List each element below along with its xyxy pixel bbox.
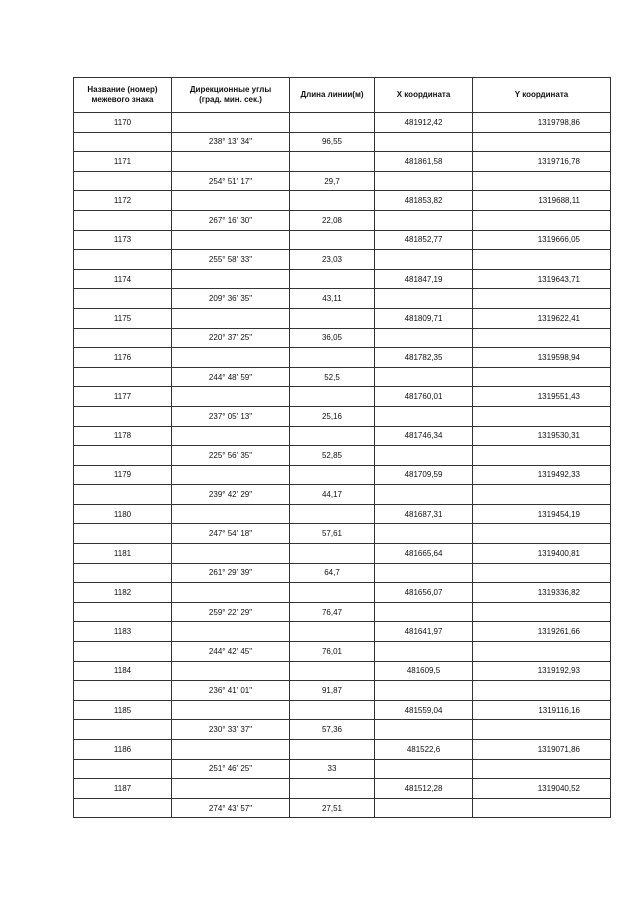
- point-x-coordinate: 481641,97: [375, 622, 473, 642]
- point-row: [74, 544, 611, 564]
- point-y-coordinate: 1319598,94: [473, 348, 611, 368]
- point-row: [74, 583, 611, 603]
- segment-row: [74, 446, 611, 466]
- segment-empty-name: [74, 171, 172, 191]
- segment-empty-y: [473, 250, 611, 270]
- point-y-coordinate: 1319400,81: [473, 544, 611, 564]
- point-y-coordinate: 1319261,66: [473, 622, 611, 642]
- point-name: 1180: [74, 504, 172, 524]
- point-x-coordinate: 481522,6: [375, 740, 473, 760]
- segment-empty-y: [473, 328, 611, 348]
- point-empty-angle: [172, 740, 290, 760]
- point-name: 1183: [74, 622, 172, 642]
- point-empty-angle: [172, 622, 290, 642]
- point-empty-angle: [172, 544, 290, 564]
- point-name: 1182: [74, 583, 172, 603]
- segment-line-length: 43,11: [290, 289, 375, 309]
- segment-direction-angle: 255° 58' 33": [172, 250, 290, 270]
- segment-line-length: 44,17: [290, 485, 375, 505]
- point-y-coordinate: 1319040,52: [473, 779, 611, 799]
- point-row: [74, 661, 611, 681]
- point-empty-length: [290, 661, 375, 681]
- segment-empty-y: [473, 132, 611, 152]
- point-empty-angle: [172, 348, 290, 368]
- point-empty-angle: [172, 387, 290, 407]
- segment-empty-name: [74, 210, 172, 230]
- point-empty-angle: [172, 269, 290, 289]
- point-y-coordinate: 1319492,33: [473, 465, 611, 485]
- segment-line-length: 96,55: [290, 132, 375, 152]
- segment-empty-name: [74, 524, 172, 544]
- segment-empty-name: [74, 132, 172, 152]
- segment-line-length: 29,7: [290, 171, 375, 191]
- point-x-coordinate: 481687,31: [375, 504, 473, 524]
- table-header: [74, 78, 611, 113]
- segment-empty-x: [375, 250, 473, 270]
- segment-empty-x: [375, 328, 473, 348]
- point-empty-angle: [172, 426, 290, 446]
- point-row: [74, 779, 611, 799]
- point-empty-angle: [172, 779, 290, 799]
- segment-direction-angle: 220° 37' 25": [172, 328, 290, 348]
- segment-direction-angle: 209° 36' 35": [172, 289, 290, 309]
- segment-row: [74, 602, 611, 622]
- point-empty-angle: [172, 191, 290, 211]
- point-name: 1177: [74, 387, 172, 407]
- point-row: [74, 191, 611, 211]
- segment-row: [74, 642, 611, 662]
- segment-empty-name: [74, 720, 172, 740]
- point-name: 1186: [74, 740, 172, 760]
- point-x-coordinate: 481656,07: [375, 583, 473, 603]
- point-name: 1171: [74, 152, 172, 172]
- segment-line-length: 64,7: [290, 563, 375, 583]
- header-row: [74, 78, 611, 113]
- segment-line-length: 33: [290, 759, 375, 779]
- point-empty-length: [290, 387, 375, 407]
- point-empty-length: [290, 583, 375, 603]
- point-row: [74, 113, 611, 133]
- point-empty-angle: [172, 583, 290, 603]
- point-y-coordinate: 1319798,86: [473, 113, 611, 133]
- segment-empty-x: [375, 524, 473, 544]
- segment-empty-x: [375, 210, 473, 230]
- segment-line-length: 76,01: [290, 642, 375, 662]
- segment-direction-angle: 230° 33' 37": [172, 720, 290, 740]
- segment-empty-y: [473, 602, 611, 622]
- segment-empty-name: [74, 446, 172, 466]
- segment-direction-angle: 267° 16' 30": [172, 210, 290, 230]
- segment-empty-y: [473, 367, 611, 387]
- segment-empty-x: [375, 798, 473, 818]
- segment-line-length: 27,51: [290, 798, 375, 818]
- segment-row: [74, 367, 611, 387]
- point-empty-length: [290, 191, 375, 211]
- segment-empty-x: [375, 289, 473, 309]
- point-x-coordinate: 481782,35: [375, 348, 473, 368]
- segment-row: [74, 210, 611, 230]
- segment-empty-y: [473, 642, 611, 662]
- point-row: [74, 700, 611, 720]
- segment-empty-name: [74, 759, 172, 779]
- point-empty-length: [290, 426, 375, 446]
- segment-empty-y: [473, 563, 611, 583]
- segment-empty-y: [473, 524, 611, 544]
- point-y-coordinate: 1319336,82: [473, 583, 611, 603]
- segment-empty-x: [375, 406, 473, 426]
- point-empty-angle: [172, 113, 290, 133]
- point-empty-length: [290, 504, 375, 524]
- point-x-coordinate: 481852,77: [375, 230, 473, 250]
- point-row: [74, 348, 611, 368]
- point-y-coordinate: 1319192,93: [473, 661, 611, 681]
- point-name: 1173: [74, 230, 172, 250]
- point-empty-angle: [172, 308, 290, 328]
- segment-direction-angle: 261° 29' 39": [172, 563, 290, 583]
- segment-row: [74, 798, 611, 818]
- segment-line-length: 25,16: [290, 406, 375, 426]
- header-point-name: [74, 78, 172, 113]
- point-x-coordinate: 481609,5: [375, 661, 473, 681]
- segment-empty-x: [375, 602, 473, 622]
- coordinates-table: [73, 77, 611, 818]
- point-y-coordinate: 1319454,19: [473, 504, 611, 524]
- segment-empty-name: [74, 367, 172, 387]
- segment-direction-angle: 274° 43' 57": [172, 798, 290, 818]
- segment-direction-angle: 238° 13' 34": [172, 132, 290, 152]
- point-name: 1181: [74, 544, 172, 564]
- segment-line-length: 57,36: [290, 720, 375, 740]
- point-name: 1187: [74, 779, 172, 799]
- point-empty-angle: [172, 465, 290, 485]
- segment-line-length: 36,05: [290, 328, 375, 348]
- point-empty-length: [290, 113, 375, 133]
- segment-empty-y: [473, 289, 611, 309]
- segment-row: [74, 759, 611, 779]
- segment-empty-name: [74, 642, 172, 662]
- point-y-coordinate: 1319622,41: [473, 308, 611, 328]
- segment-line-length: 23,03: [290, 250, 375, 270]
- segment-empty-name: [74, 798, 172, 818]
- segment-empty-name: [74, 485, 172, 505]
- segment-direction-angle: 247° 54' 18": [172, 524, 290, 544]
- segment-direction-angle: 244° 48' 59": [172, 367, 290, 387]
- point-empty-angle: [172, 504, 290, 524]
- segment-empty-name: [74, 250, 172, 270]
- segment-row: [74, 485, 611, 505]
- segment-direction-angle: 225° 56' 35": [172, 446, 290, 466]
- segment-empty-name: [74, 602, 172, 622]
- segment-empty-y: [473, 406, 611, 426]
- segment-empty-x: [375, 446, 473, 466]
- segment-line-length: 22,08: [290, 210, 375, 230]
- point-x-coordinate: 481809,71: [375, 308, 473, 328]
- segment-direction-angle: 259° 22' 29": [172, 602, 290, 622]
- point-row: [74, 426, 611, 446]
- segment-row: [74, 250, 611, 270]
- point-empty-length: [290, 740, 375, 760]
- point-row: [74, 230, 611, 250]
- segment-empty-y: [473, 485, 611, 505]
- segment-empty-x: [375, 132, 473, 152]
- table-body: [74, 113, 611, 818]
- header-x-coordinate: X координата: [375, 78, 473, 113]
- point-empty-length: [290, 622, 375, 642]
- point-row: [74, 387, 611, 407]
- point-y-coordinate: 1319716,78: [473, 152, 611, 172]
- point-empty-angle: [172, 152, 290, 172]
- segment-row: [74, 328, 611, 348]
- point-name: 1174: [74, 269, 172, 289]
- point-empty-length: [290, 152, 375, 172]
- point-name: 1172: [74, 191, 172, 211]
- segment-empty-x: [375, 642, 473, 662]
- segment-direction-angle: 236° 41' 01": [172, 681, 290, 701]
- segment-row: [74, 171, 611, 191]
- segment-line-length: 76,47: [290, 602, 375, 622]
- point-y-coordinate: 1319643,71: [473, 269, 611, 289]
- point-empty-length: [290, 779, 375, 799]
- point-y-coordinate: 1319530,31: [473, 426, 611, 446]
- segment-empty-x: [375, 563, 473, 583]
- point-name: 1184: [74, 661, 172, 681]
- point-empty-length: [290, 269, 375, 289]
- segment-empty-y: [473, 171, 611, 191]
- point-empty-length: [290, 465, 375, 485]
- point-x-coordinate: 481746,34: [375, 426, 473, 446]
- segment-empty-x: [375, 367, 473, 387]
- segment-empty-name: [74, 328, 172, 348]
- point-x-coordinate: 481853,82: [375, 191, 473, 211]
- segment-empty-x: [375, 681, 473, 701]
- header-direction-angle-line-1: Дирекционные углы: [189, 85, 272, 94]
- segment-line-length: 57,61: [290, 524, 375, 544]
- segment-empty-x: [375, 485, 473, 505]
- segment-empty-y: [473, 720, 611, 740]
- segment-row: [74, 132, 611, 152]
- segment-line-length: 52,5: [290, 367, 375, 387]
- segment-empty-name: [74, 289, 172, 309]
- segment-row: [74, 681, 611, 701]
- point-x-coordinate: 481512,28: [375, 779, 473, 799]
- header-point-name-line-1: Название (номер): [87, 85, 158, 94]
- segment-empty-y: [473, 798, 611, 818]
- segment-empty-y: [473, 210, 611, 230]
- point-row: [74, 465, 611, 485]
- point-row: [74, 152, 611, 172]
- segment-empty-name: [74, 406, 172, 426]
- point-row: [74, 622, 611, 642]
- point-name: 1170: [74, 113, 172, 133]
- point-empty-angle: [172, 700, 290, 720]
- segment-row: [74, 720, 611, 740]
- point-y-coordinate: 1319688,11: [473, 191, 611, 211]
- point-row: [74, 740, 611, 760]
- point-row: [74, 269, 611, 289]
- header-y-coordinate: Y координата: [473, 78, 611, 113]
- point-y-coordinate: 1319666,05: [473, 230, 611, 250]
- segment-direction-angle: 251° 46' 25": [172, 759, 290, 779]
- segment-empty-name: [74, 563, 172, 583]
- header-point-name-line-2: межевого знака: [91, 95, 154, 104]
- segment-direction-angle: 254° 51' 17": [172, 171, 290, 191]
- point-empty-angle: [172, 661, 290, 681]
- point-x-coordinate: 481665,64: [375, 544, 473, 564]
- segment-empty-x: [375, 171, 473, 191]
- segment-direction-angle: 239° 42' 29": [172, 485, 290, 505]
- segment-line-length: 91,87: [290, 681, 375, 701]
- header-line-length: Длина линии(м): [290, 78, 375, 113]
- point-x-coordinate: 481912,42: [375, 113, 473, 133]
- point-empty-length: [290, 308, 375, 328]
- point-name: 1175: [74, 308, 172, 328]
- point-x-coordinate: 481559,04: [375, 700, 473, 720]
- header-direction-angle-line-2: (град. мин. сек.): [199, 95, 262, 104]
- segment-row: [74, 406, 611, 426]
- point-row: [74, 308, 611, 328]
- segment-direction-angle: 237° 05' 13": [172, 406, 290, 426]
- segment-empty-name: [74, 681, 172, 701]
- point-x-coordinate: 481760,01: [375, 387, 473, 407]
- point-row: [74, 504, 611, 524]
- segment-row: [74, 289, 611, 309]
- point-x-coordinate: 481709,59: [375, 465, 473, 485]
- point-empty-length: [290, 700, 375, 720]
- point-name: 1185: [74, 700, 172, 720]
- point-x-coordinate: 481847,19: [375, 269, 473, 289]
- segment-empty-y: [473, 446, 611, 466]
- segment-direction-angle: 244° 42' 45": [172, 642, 290, 662]
- point-empty-angle: [172, 230, 290, 250]
- point-name: 1178: [74, 426, 172, 446]
- segment-row: [74, 524, 611, 544]
- point-name: 1179: [74, 465, 172, 485]
- point-x-coordinate: 481861,58: [375, 152, 473, 172]
- point-y-coordinate: 1319071,86: [473, 740, 611, 760]
- header-direction-angle: [172, 78, 290, 113]
- point-empty-length: [290, 230, 375, 250]
- point-name: 1176: [74, 348, 172, 368]
- point-y-coordinate: 1319551,43: [473, 387, 611, 407]
- segment-empty-x: [375, 720, 473, 740]
- segment-empty-y: [473, 681, 611, 701]
- segment-row: [74, 563, 611, 583]
- segment-empty-y: [473, 759, 611, 779]
- segment-empty-x: [375, 759, 473, 779]
- point-y-coordinate: 1319116,16: [473, 700, 611, 720]
- segment-line-length: 52,85: [290, 446, 375, 466]
- point-empty-length: [290, 348, 375, 368]
- point-empty-length: [290, 544, 375, 564]
